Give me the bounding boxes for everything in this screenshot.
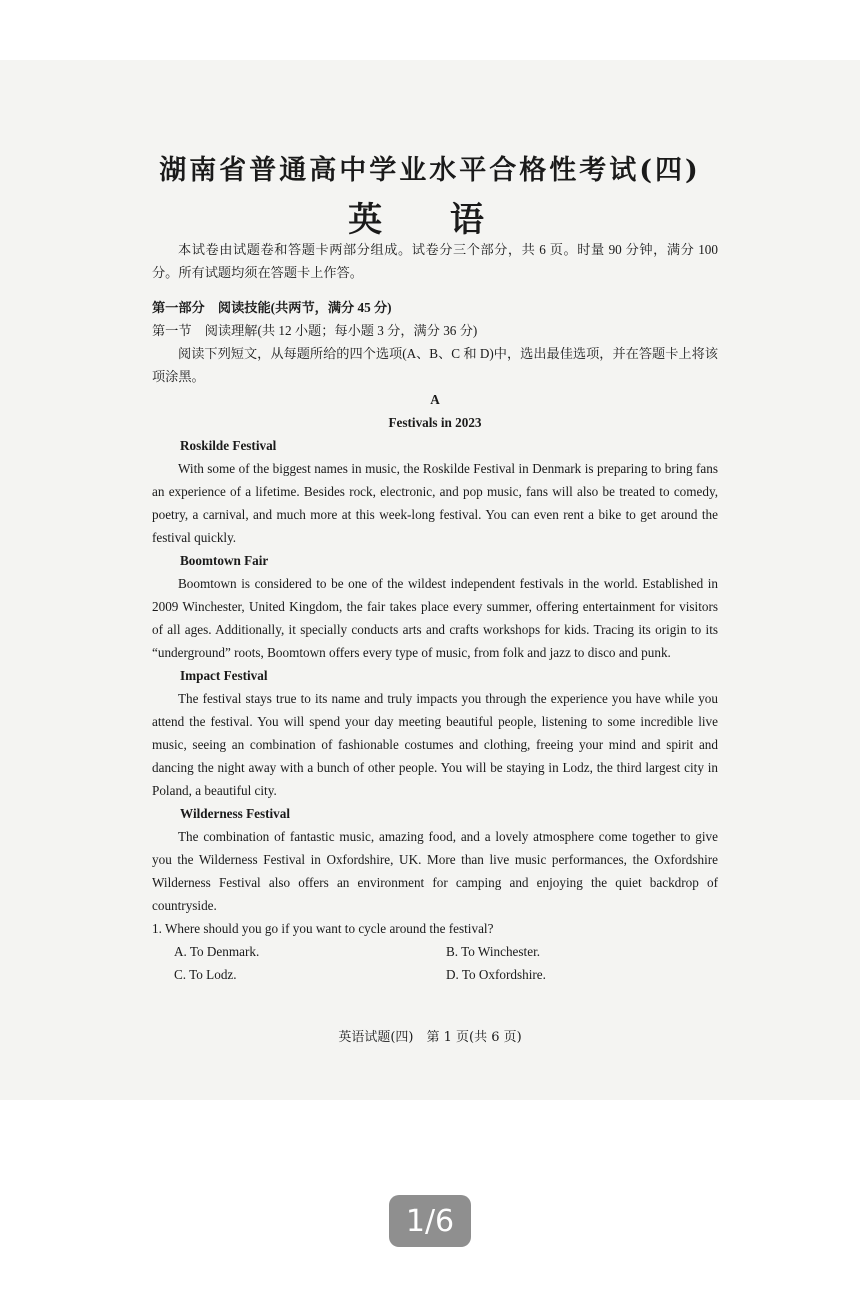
festival-paragraph: With some of the biggest names in music, the Roskilde Festival in Denmark is preparing to bring fans an experience of a lifetime. Besides rock, electronic, and pop music, fans will also be treated to comedy, poetry, a carnival, and much more at this week-long festival. You can even rent a bike to get around the festival quickly. (152, 461, 718, 545)
section-heading: 第一节 阅读理解(共 12 小题；每小题 3 分，满分 36 分) (152, 323, 478, 338)
option-a: A. To Denmark. (174, 944, 260, 959)
subject-title: 英 语 (348, 200, 512, 240)
exam-title: 湖南省普通高中学业水平合格性考试(四) (159, 155, 701, 186)
festival-heading: Impact Festival (180, 668, 268, 683)
exam-body (152, 238, 718, 986)
festival-heading: Wilderness Festival (180, 806, 291, 821)
exam-intro: 本试卷由试题卷和答题卡两部分组成。试卷分三个部分，共 6 页。时量 90 分钟，满分 100 分。所有试题均须在答题卡上作答。 (152, 242, 718, 280)
festival-heading: Roskilde Festival (180, 438, 277, 453)
answer-options (152, 940, 718, 986)
reading-instruction: 阅读下列短文，从每题所给的四个选项(A、B、C 和 D)中，选出最佳选项，并在答题卡上将该项涂黑。 (152, 346, 718, 384)
part-heading: 第一部分 阅读技能(共两节，满分 45 分) (152, 300, 392, 315)
festival-paragraph: The combination of fantastic music, amazing food, and a lovely atmosphere come together to give you the Wilderness Festival in Oxfordshire, UK. More than live music performances, the Oxfordshire Wilderness Festival also offers an environment for camping and enjoying the quiet backdrop of countryside. (152, 829, 718, 913)
festival-paragraph: Boomtown is considered to be one of the wildest independent festivals in the world. Established in 2009 Winchester, United Kingdom, the fair takes place every summer, offering entertainment for visitors of all ages. Additionally, it specially conducts arts and crafts workshops for kids. Tracing its origin to its “underground” roots, Boomtown offers every type of music, from folk and jazz to disco and punk. (152, 576, 718, 660)
option-d: D. To Oxfordshire. (446, 967, 546, 982)
festival-paragraph: The festival stays true to its name and truly impacts you through the experience you have while you attend the festival. You will spend your day meeting beautiful people, listening to some incredible live music, seeing an combination of fashionable costumes and clothing, freeing your mind and spirit and dancing the night away with a bunch of other people. You will be staying in Lodz, the third largest city in Poland, a beautiful city. (152, 691, 718, 798)
question-stem: 1. Where should you go if you want to cycle around the festival? (152, 921, 494, 936)
page-footer: 英语试题(四) 第 1 页(共 6 页) (338, 1030, 522, 1045)
festival-heading: Boomtown Fair (180, 553, 269, 568)
passage-letter: A (430, 392, 440, 407)
option-b: B. To Winchester. (446, 944, 541, 959)
page-indicator: 1/6 (389, 1195, 471, 1247)
exam-page (0, 60, 860, 1100)
passage-title: Festivals in 2023 (388, 415, 482, 430)
option-c: C. To Lodz. (174, 967, 237, 982)
